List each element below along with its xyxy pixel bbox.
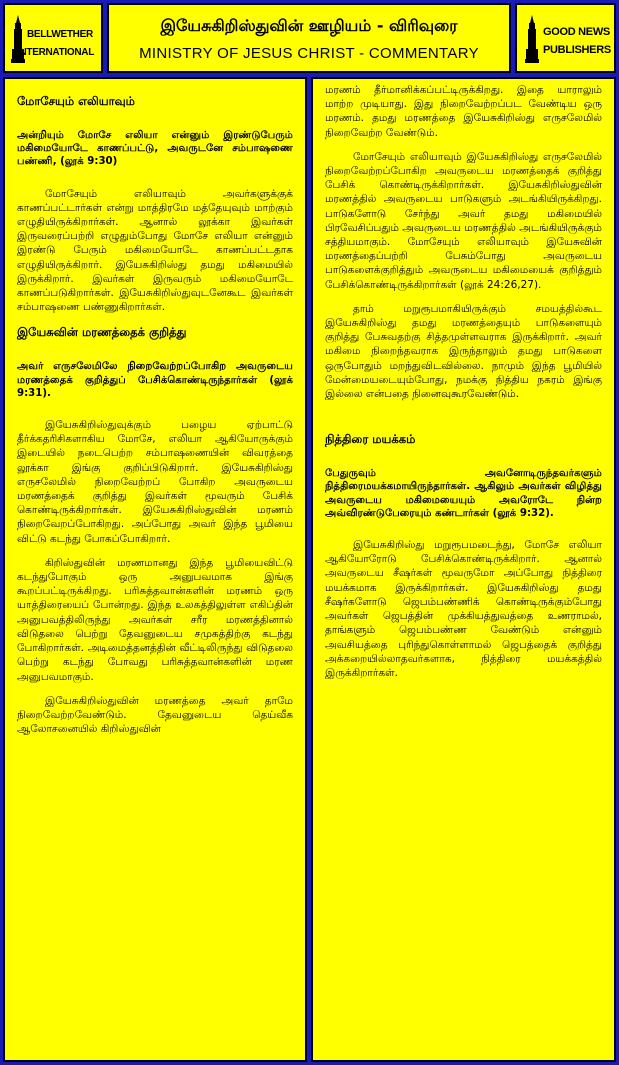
scripture-verse: அவர் எருசலேமிலே நிறைவேற்றப்போகிற அவருடைய மரணத்தைக் குறித்துப் பேசிக்கொண்டிருந்தார்கள் (லூக் 9:31). xyxy=(17,361,293,399)
left-logo-line1: BELLWETHER xyxy=(27,29,93,40)
paragraph: இயேசுகிறிஸ்துவுக்கும் பழைய ஏற்பாட்டு தீர்க்கதரிசிகளாகிய மோசே, எலியா ஆகியோருக்கும் இடையில் நடைபெற்ற சம்பாஷணையின் விவரத்தை லூக்கா இங்கு குறிப்பிடுகிறார். இயேசுகிறிஸ்து எருசலேமில் நிறைவேற்றப் போகிற அவருடைய மரணத்தைக் குறித்து இவர்கள் மூவரும் பேசிக் கொண்டிருக்கிறார்கள். இயேசுகிறிஸ்துவின் மரணம் நிறைவேறப்போகிறது. அப்போது அவர் இந்த பூமியை விட்டு கடந்து போகப்போகிறார். xyxy=(17,419,293,545)
right-logo-line1: GOOD NEWS xyxy=(543,26,610,38)
section-heading-sleep: நித்திரை மயக்கம் xyxy=(325,432,416,447)
good-news-logo xyxy=(515,3,616,73)
bellwether-logo xyxy=(3,3,103,73)
paragraph: இயேசுகிறிஸ்து மறுரூபமடைந்து, மோசே எலியா ஆகியோரோடு பேசிக்கொண்டிருக்கிறார். ஆனால் அவருடைய சீஷர்கள் மூவருமோ அப்போது நித்திரை மயக்கமாக இருக்கிறார்கள். இயேசுகிறிஸ்து தமது சீஷர்களோடு ஜெபம்பண்ணிக் கொண்டிருக்கும்போது அவர்கள் ஜெபத்தின் முக்கியத்துவத்தை உணராமல், தாங்களும் ஜெபம்பண்ண வேண்டும் என்னும் அவசியத்தை புரிந்துகொள்ளாமல் ஜெபத்தைக் குறித்து அக்கறையில்லாதவர்களாக, நித்திரை மயக்கத்தில் இருக்கிறார்கள். xyxy=(325,539,602,679)
paragraph: மரணம் தீர்மானிக்கப்பட்டிருக்கிறது. இதை யாராலும் மாற்ற முடியாது. இது நிறைவேற்றப்பட வேண்டிய ஒரு மரணம். தமது மரணத்தை இயேசுகிறிஸ்து எருசலேமில் நிறைவேற்ற வேண்டும். xyxy=(325,84,602,139)
scripture-verse: அன்றியும் மோசே எலியா என்னும் இரண்டுபேரும் மகிமையோடே காணப்பட்டு, அவருடனே சம்பாஷணை பண்ணி, (லூக் 9:30) xyxy=(17,130,293,168)
left-column xyxy=(3,77,307,1062)
paragraph: மோசேயும் எலியாவும் இயேசுகிறிஸ்து எருசலேமில் நிறைவேற்றப்போகிற அவருடைய மரணத்தைக் குறித்து பேசிக் கொண்டிருக்கிறார்கள். இயேசுகிறிஸ்துவின் மரணத்தில் அவருடைய பாடுகளும் அடங்கியிருக்கிறது. பாடுகளோடு சேர்ந்து அவர் தமது மகிமையில் பிரவேசிப்பதும் அவருடைய மரணத்தில் அடங்கியிருக்கும் சத்தியமாகும். மோசேயும் எலியாவும் இயேசுவின் மரணத்தைப்பற்றி பேசும்போது அவருடைய பாடுகளைக்குறித்தும் அவருடைய மகிமையைக் குறித்தும் பேசிக்கொண்டிருக்கிறார்கள் (லூக் 24:26,27). xyxy=(325,150,602,291)
right-column xyxy=(311,77,616,1062)
paragraph: மோசேயும் எலியாவும் அவர்களுக்குக் காணப்பட்டார்கள் என்று மாத்திரமே மத்தேயுவும் மாற்கும் எழுதியிருக்கிறார்கள். ஆனால் லூக்கா இவர்கள் இருவரைப்பற்றி எழுதும்போது மோசே எலியா என்னும் இரண்டு பேரும் மகிமையோடே காணப்பட்டதாக எழுதியிருக்கிறார். இயேசுகிறிஸ்து தமது மகிமையில் இருக்கிறார். இவர்கள் இருவரும் மகிமையோடே காணப்படுகிறார்கள். இயேசுகிறிஸ்துவுடனேகூட இவர்கள் சம்பாஷணை பண்ணுகிறார்கள். xyxy=(17,187,293,314)
paragraph: கிறிஸ்துவின் மரணமானது இந்த பூமியைவிட்டு கடந்துபோகும் ஒரு அனுபவமாக இங்கு கூறப்பட்டிருக்கிறது. பரிசுத்தவான்களின் மரணம் ஒரு யாத்திரையைப் போன்றது. இந்த உலகத்திலுள்ள எகிப்தின் அனுபவத்திலிருந்து அவர்கள் சரீர மரணத்தினால் விடுதலை பெற்று தேவனுடைய சமுகத்திற்கு கடந்து போகிறார்கள். அடிமைத்தனத்தின் வீட்டிலிருந்து விடுதலை பெற்று கடந்து போவது பரிசுத்தவான்களின் மரண அனுபவமாகும். xyxy=(17,556,293,683)
paragraph: தாம் மறுரூபமாகியிருக்கும் சமயத்தில்கூட இயேசுகிறிஸ்து தமது மரணத்தையும் பாடுகளையும் குறித்து பேசுவதற்கு சித்தமுள்ளவராக இருக்கிறார். அவர் மகிமை நிறைந்தவராக இருந்தாலும் தமது பாடுகளை ஒருபோதும் மறந்துவிடவில்லை. நாமும் இந்த பூமியில் மேன்மையடையும்போது, நமக்கு நித்திய நகரம் இங்கு இல்லை என்பதை நினைவுகூரவேண்டும். xyxy=(325,302,602,401)
section-heading-moses-elijah: மோசேயும் எலியாவும் xyxy=(17,94,135,108)
left-logo-line2: INTERNATIONAL xyxy=(17,47,95,58)
page-title-english: MINISTRY OF JESUS CHRIST - COMMENTARY xyxy=(139,45,479,62)
scripture-verse: பேதுருவும் அவனோடிருந்தவர்களும் நித்திரைமயக்கமாயிருந்தார்கள். ஆகிலும் அவர்கள் விழித்து அவருடைய மகிமையையும் அவரோடே நின்ற அவ்விரண்டுபேரையும் கண்டார்கள் (லூக் 9:32). xyxy=(325,468,602,519)
tower-icon xyxy=(525,15,539,63)
right-logo-line2: PUBLISHERS xyxy=(543,44,611,56)
section-heading-death: இயேசுவின் மரணத்தைக் குறித்து xyxy=(17,325,187,340)
page-title-tamil: இயேசுகிறிஸ்துவின் ஊழியம் - விரிவுரை xyxy=(160,16,458,35)
paragraph: இயேசுகிறிஸ்துவின் மரணத்தை அவர் தாமே நிறைவேற்றவேண்டும். தேவனுடைய தெய்வீக ஆலோசனையில் கிறிஸ்துவின் xyxy=(17,694,293,736)
page-header xyxy=(107,3,511,73)
